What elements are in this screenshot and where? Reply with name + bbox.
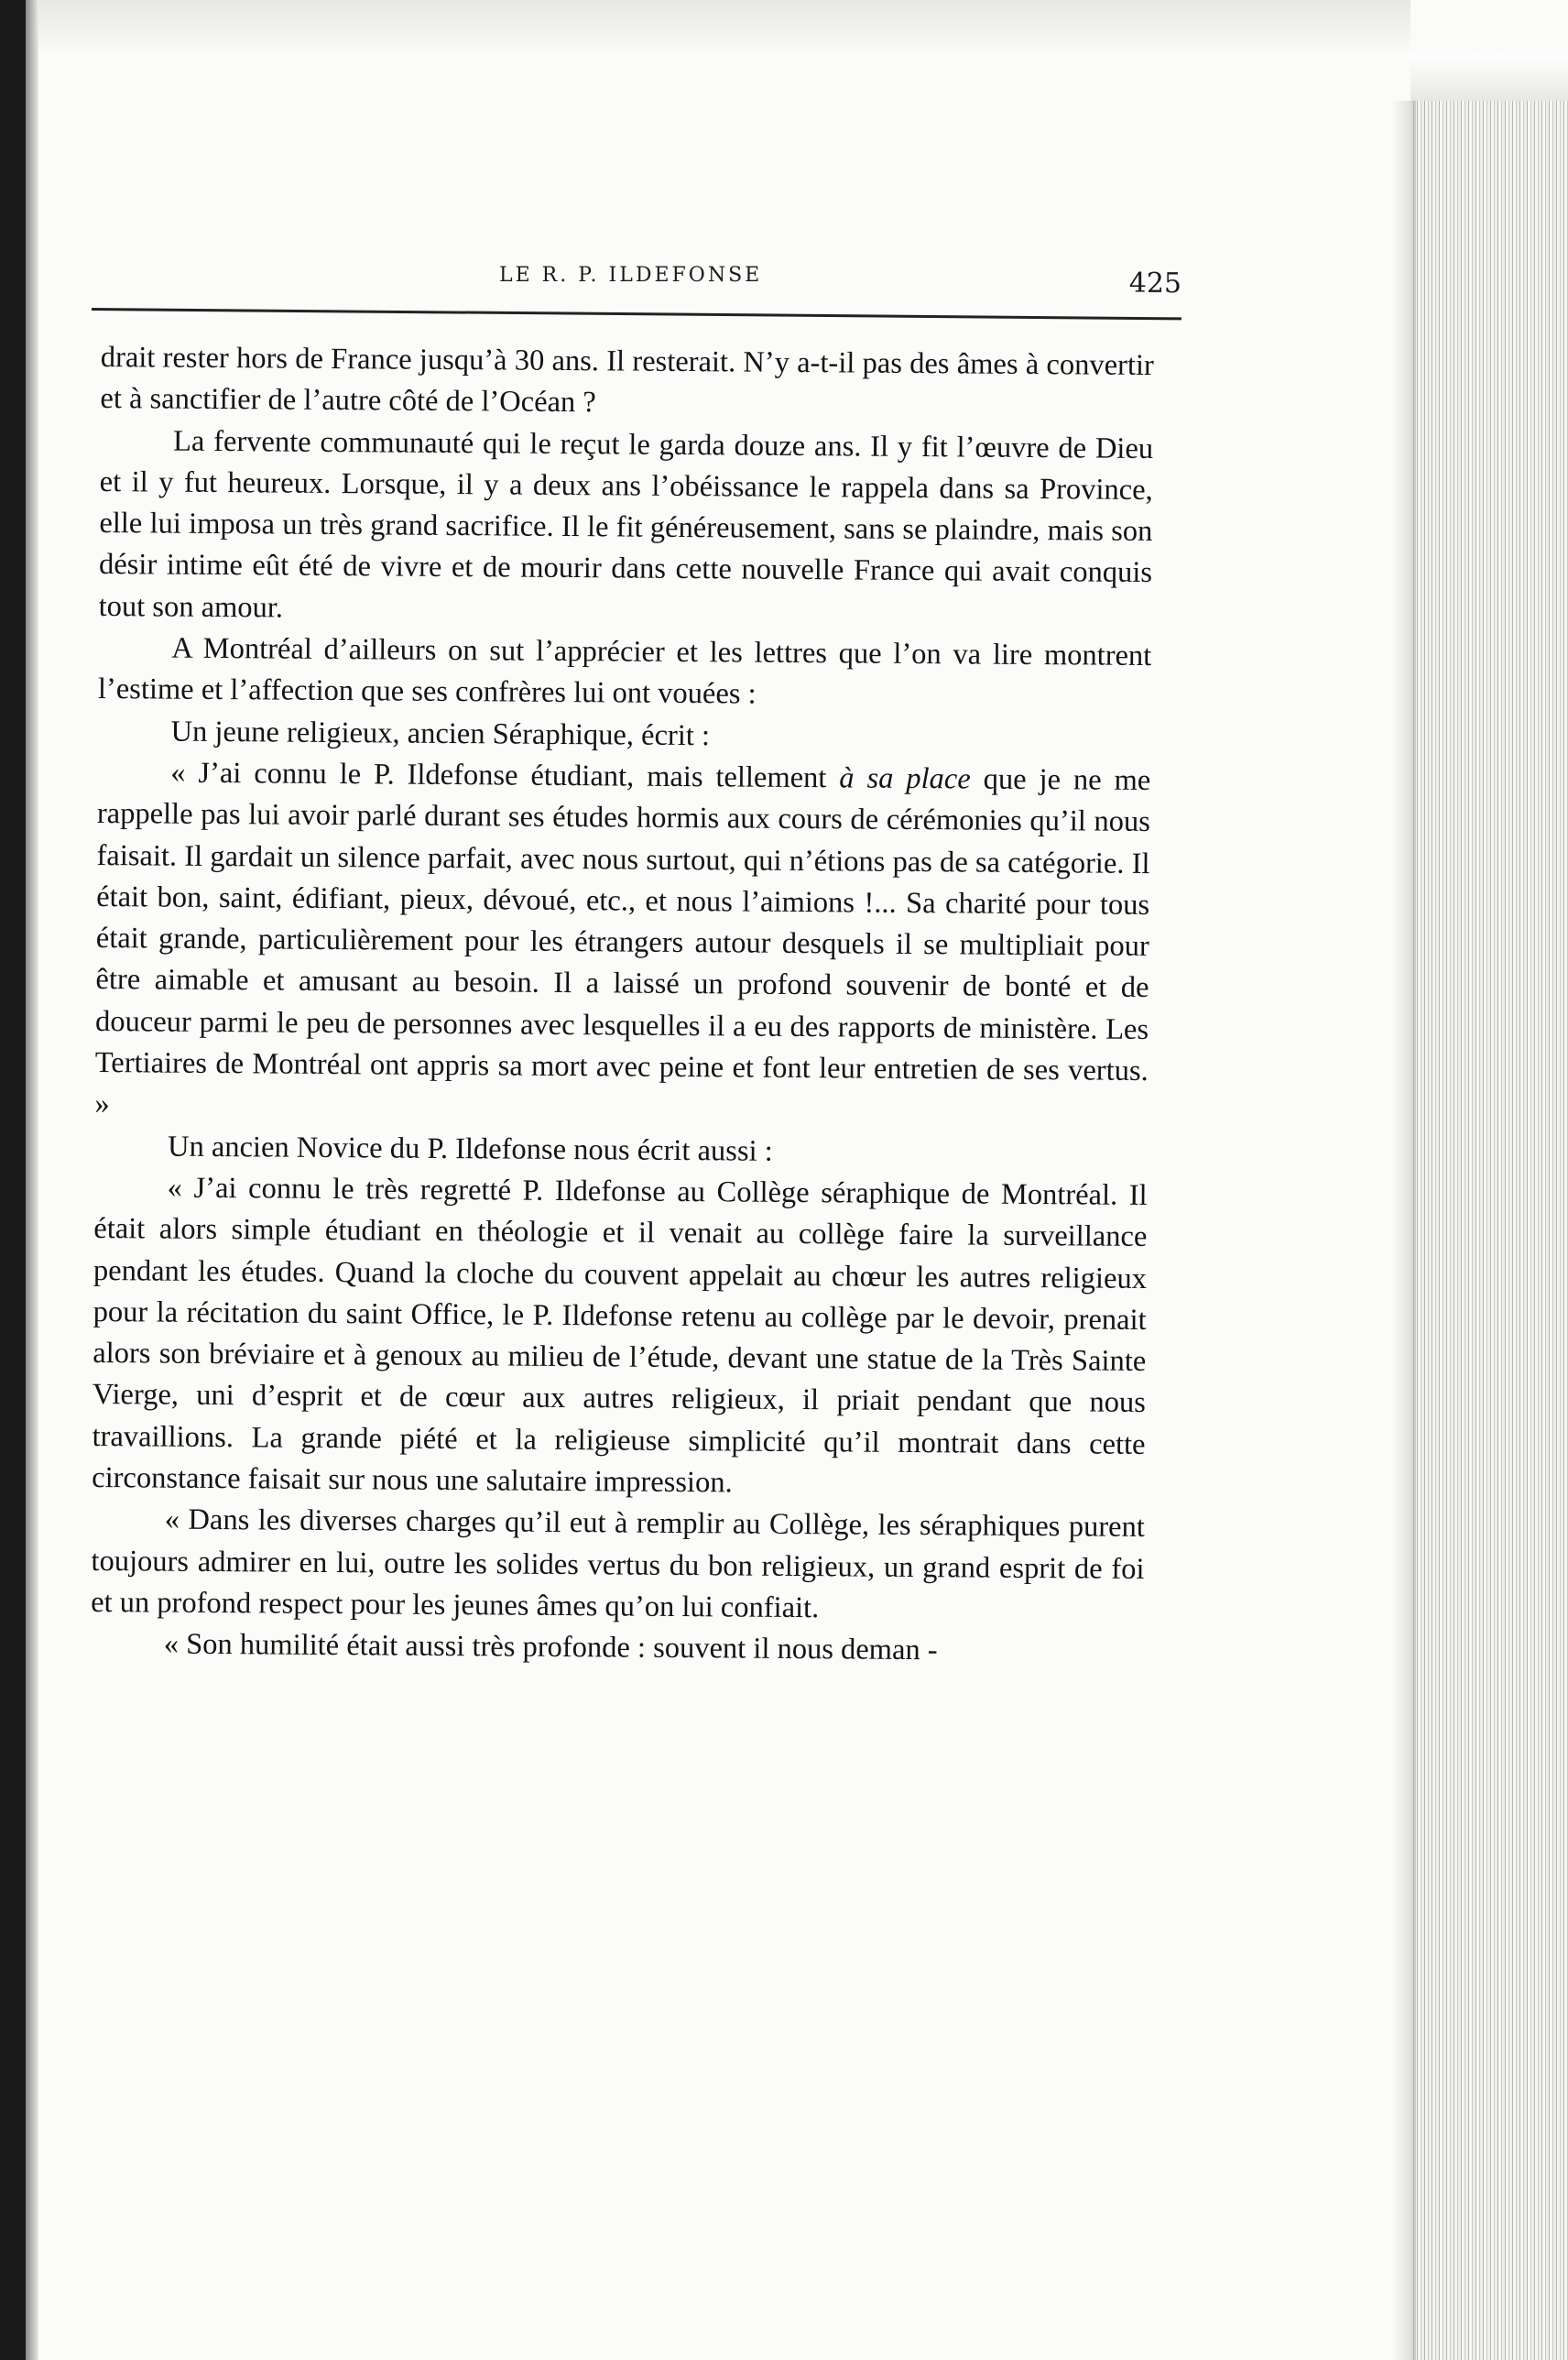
scan-left-edge: [0, 0, 26, 2360]
paragraph: La fervente communauté qui le reçut le garda douze ans. Il y fit l’œuvre de Dieu et il y fut heureux. Lorsque, il y a deux ans l’obéissance le rappela dans sa Province, elle lui imposa un très grand sacrifice. Il le fit généreusement, sans se plaindre, mais son désir intime eût été de vivre et de mourir dans cette nouvelle France qui avait conquis tout son amour.: [98, 424, 1154, 625]
page-stack-shadow: [1392, 101, 1416, 2360]
paragraph: Un jeune religieux, ancien Séraphique, écrit :: [170, 715, 711, 752]
book-gutter-shadow: [26, 0, 38, 2360]
page-number: 425: [1128, 268, 1181, 300]
quoted-letter-paragraph: « Son humilité était aussi très profonde : souvent il nous deman -: [163, 1627, 938, 1667]
quote-text: que je ne me rappelle pas lui avoir parlé durant ses études hormis aux cours de cérémonies qu’il nous faisait. Il gardait un silence parfait, avec nous surtout, qui n’étions pas de sa catégorie. Il était bon, saint, édifiant, pieux, dévoué, etc., et nous l’aimions !... Sa charité pour tous était grande, particulièrement pour les étrangers autour desquels il se multipliait pour être aimable et amusant au besoin. Il a laissé un profond souvenir de bonté et de douceur parmi le peu de personnes avec lesquelles il a eu des rapports de ministère. Les Tertiaires de Montréal ont appris sa mort avec peine et font leur entretien de ses vertus. »: [94, 762, 1151, 1121]
paragraph-continuation: drait rester hors de France jusqu’à 30 ans. Il resterait. N’y a-t-il pas des âmes à convertir et à sanctifier de l’autre côté de l’Océan ?: [100, 340, 1154, 420]
scan-top-shadow: [37, 0, 1410, 55]
quoted-letter-paragraph: [94, 752, 1150, 1134]
quoted-letter-paragraph: « Dans les diverses charges qu’il eut à remplir au Collège, les séraphiques purent toujours admirer en lui, outre les solides vertus du bon religieux, un grand esprit de foi et un profond respect pour les jeunes âmes qu’on lui confiait.: [91, 1502, 1145, 1625]
italic-emphasis: à sa place: [839, 761, 971, 796]
paragraph: A Montréal d’ailleurs on sut l’apprécier et les lettres que l’on va lire montrent l’estime et l’affection que ses confrères lui ont vouées :: [97, 631, 1152, 712]
body-text: [91, 337, 1154, 1673]
page-stack-edges: [1410, 101, 1568, 2360]
quoted-letter-paragraph: « J’ai connu le très regretté P. Ildefonse au Collège séraphique de Montréal. Il était alors simple étudiant en théologie et il venait au collège faire la surveillance pendant les études. Quand la cloche du couvent appelait au chœur les autres religieux pour la récitation du saint Office, le P. Ildefonse retenu au collège par le devoir, prenait alors son bréviaire et à genoux au milieu de l’étude, devant une statue de la Très Sainte Vierge, uni d’esprit et de cœur aux autres religieux, il priait pendant que nous travaillions. La grande piété et la religieuse simplicité qu’il montrait dans cette circonstance faisait sur nous une salutaire impression.: [92, 1171, 1148, 1500]
running-head: LE R. P. ILDEFONSE: [499, 264, 763, 287]
paragraph: Un ancien Novice du P. Ildefonse nous écrit aussi :: [167, 1130, 773, 1168]
quote-text: « J’ai connu le P. Ildefonse étudiant, mais tellement: [170, 756, 840, 795]
